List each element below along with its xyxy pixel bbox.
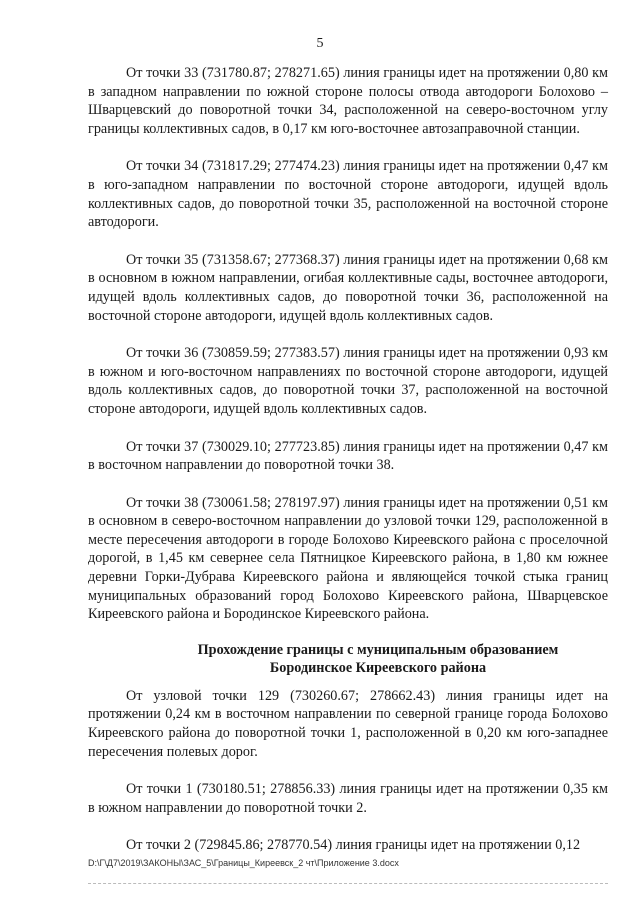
document-body (88, 64, 608, 874)
paragraph: От узловой точки 129 (730260.67; 278662.43) линия границы идет на протяжении 0,24 км в восточном направлении по северной границе города Болохово Киреевского района до поворотной точки 1, расположенной в 0,20 км юго-западнее пересечения полевых дорог. (88, 687, 608, 760)
page-number: 5 (316, 36, 324, 51)
section-title-line: Прохождение границы с муниципальным образованием (197, 641, 559, 658)
paragraph: От точки 33 (731780.87; 278271.65) линия границы идет на протяжении 0,80 км в западном направлении по южной стороне полосы отвода автодороги Болохово – Шварцевский до поворотной точки 34, расположенной на северо-восточном углу границы коллективных садов, в 0,17 км юго-восточнее автозаправочной станции. (88, 65, 608, 137)
paragraph: От точки 38 (730061.58; 278197.97) линия границы идет на протяжении 0,51 км в основном в северо-восточном направлении до узловой точки 129, расположенной в месте пересечения автодороги в городе Болохово Киреевского района с проселочной дорогой, в 1,45 км севернее села Пятницкое Киреевского района, в 1,80 км южнее деревни Горки-Дубрава Киреевского района и являющейся точкой стыка границ муниципальных образований город Болохово Киреевского района, Шварцевское Киреевского района и Бородинское Киреевского района. (88, 494, 608, 623)
footer-divider (88, 883, 608, 884)
footer-file-path: D:\Г\Д7\2019\ЗАКОНЫ\ЗАС_5\Границы_Киреевск_2 чт\Приложение 3.docx (88, 858, 399, 868)
paragraph: От точки 1 (730180.51; 278856.33) линия границы идет на протяжении 0,35 км в южном направлении до поворотной точки 2. (88, 781, 608, 816)
paragraph: От точки 37 (730029.10; 277723.85) линия границы идет на протяжении 0,47 км в восточном направлении до поворотной точки 38. (88, 438, 608, 474)
paragraph: От точки 35 (731358.67; 277368.37) линия границы идет на протяжении 0,68 км в основном в южном направлении, огибая коллективные сады, восточнее автодороги, идущей вдоль коллективных садов, до поворотной точки 36, расположенной на восточной стороне автодороги, идущей вдоль коллективных садов. (88, 251, 608, 324)
paragraph: От точки 2 (729845.86; 278770.54) линия границы идет на протяжении 0,12 (126, 837, 581, 854)
section-title-line: Бородинское Киреевского района (269, 659, 487, 676)
paragraph: От точки 34 (731817.29; 277474.23) линия границы идет на протяжении 0,47 км в юго-западном направлении по восточной стороне автодороги, идущей вдоль коллективных садов, до поворотной точки 35, расположенной на восточной стороне автодороги. (88, 158, 608, 231)
paragraph: От точки 36 (730859.59; 277383.57) линия границы идет на протяжении 0,93 км в южном и юго-восточном направлениях по восточной стороне автодороги, идущей вдоль коллективных садов, до поворотной точки 37, расположенной на восточной стороне автодороги, идущей вдоль коллективных садов. (88, 345, 608, 417)
section-title (148, 641, 608, 677)
